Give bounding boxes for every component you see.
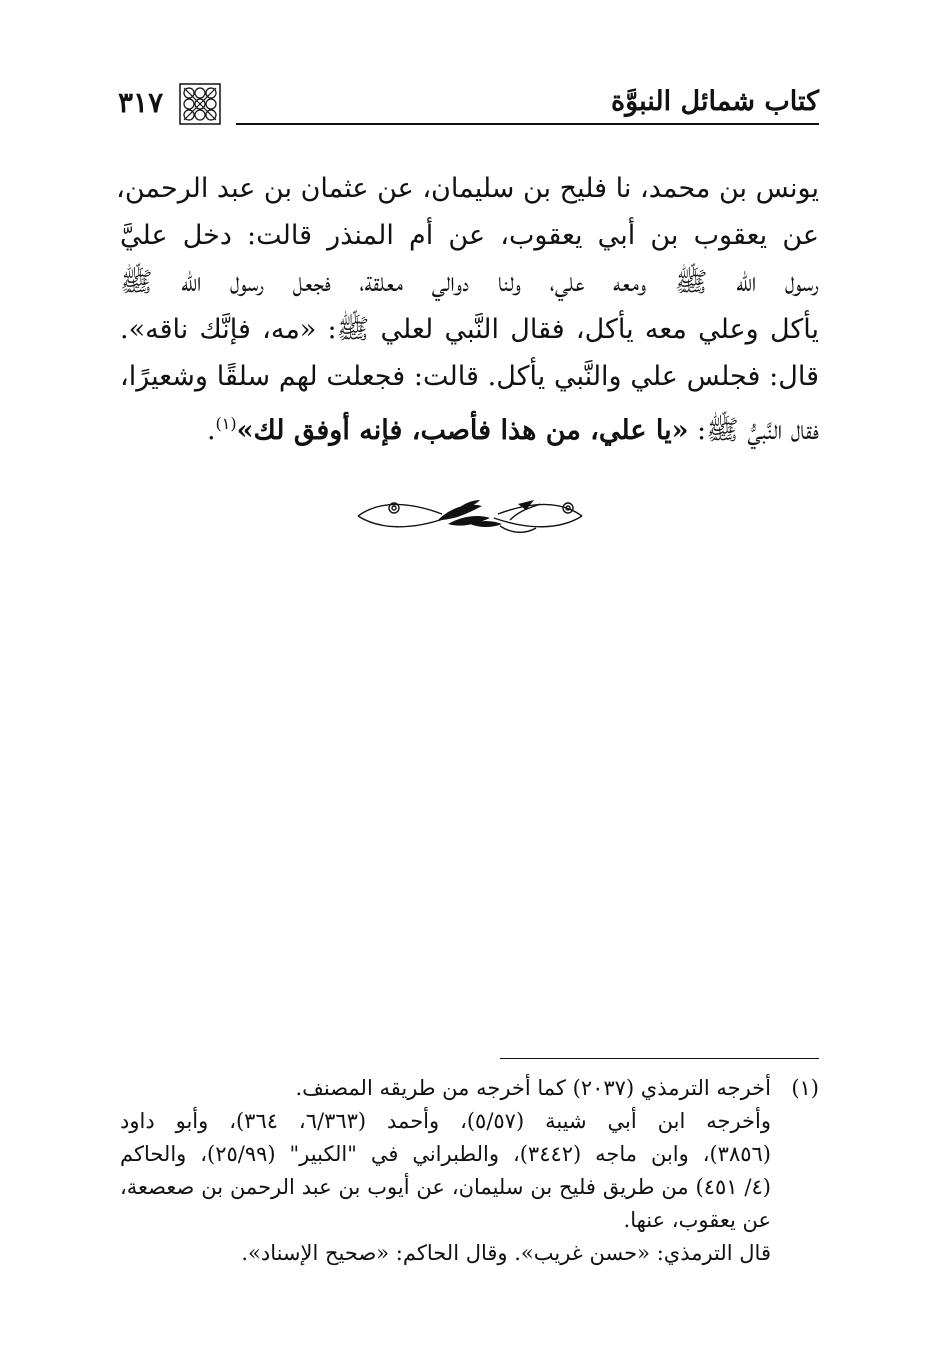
page-number: ٣١٧ <box>118 86 164 119</box>
text-line-final <box>120 400 819 454</box>
final-period: . <box>206 415 216 446</box>
footnote-line: وأخرجه ابن أبي شيبة (٥/٥٧)، وأحمد (٦/٣٦٣، ٣٦٤)، وأبو داود <box>120 1109 772 1133</box>
footnote-line: (٣٨٥٦)، وابن ماجه (٣٤٤٢)، والطبراني في "الكبير" (٢٥/٩٩)، والحاكم <box>120 1142 771 1166</box>
footnote-line <box>120 1072 819 1105</box>
prophetic-quote: «يا علي، من هذا فأصب، فإنه أوفق لك» <box>236 415 689 446</box>
footnote-line: قال الترمذي: «حسن غريب». وقال الحاكم: «صحيح الإسناد». <box>241 1241 771 1265</box>
main-text <box>116 165 819 454</box>
footnote-rule <box>500 1058 819 1059</box>
footnote-reference[interactable]: (١) <box>215 414 237 433</box>
final-line-prefix: فقال النَّبيُّ ﷺ: <box>688 415 819 446</box>
text-line: يأكل وعلي معه يأكل، فقال النَّبي لعلي ﷺ: «مه، فإنَّك ناقه». <box>120 314 819 345</box>
footnote-line: عن يعقوب، عنها. <box>623 1208 771 1232</box>
text-line: قال: فجلس علي والنَّبي يأكل. قالت: فجعلت لهم سلقًا وشعيرًا، <box>120 361 819 392</box>
footnote-line: (٤/ ٤٥١) من طريق فليح بن سليمان، عن أيوب بن عبد الرحمن بن صعصعة، <box>120 1175 771 1199</box>
footnotes <box>120 1072 819 1270</box>
footnote-marker: (١) <box>791 1076 819 1100</box>
text-line: يونس بن محمد، نا فليح بن سليمان، عن عثمان بن عبد الرحمن، <box>116 173 819 204</box>
running-title: كتاب شمائل النبوَّة <box>611 86 819 117</box>
page-header <box>118 78 819 128</box>
text-line: عن يعقوب بن أبي يعقوب، عن أم المنذر قالت: دخل عليَّ <box>120 220 819 251</box>
floral-divider-icon <box>350 490 590 542</box>
footnote-text: أخرجه الترمذي (٢٠٣٧) كما أخرجه من طريقه المصنف. <box>295 1076 771 1100</box>
page-number-block <box>118 82 228 122</box>
text-line: رسول الله ﷺ ومعه علي، ولنا دوالي معلقة، فجعل رسول الله ﷺ <box>120 267 819 298</box>
header-rule <box>236 123 819 125</box>
header-ornament-icon <box>178 82 222 126</box>
